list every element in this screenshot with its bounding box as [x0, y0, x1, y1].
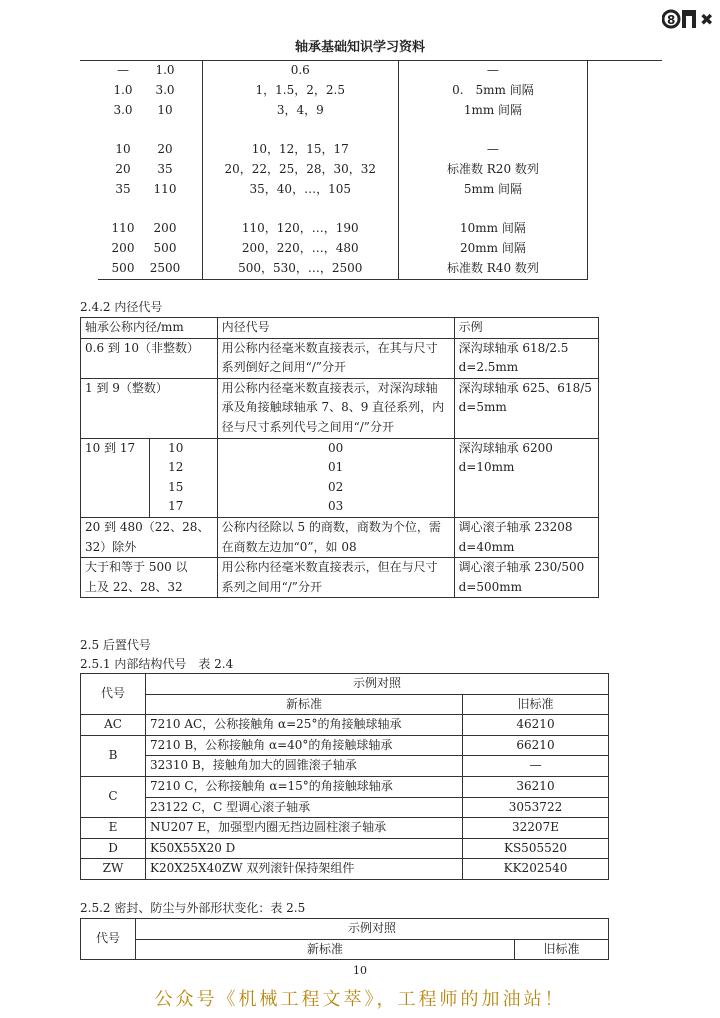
table-cell: ZW — [81, 859, 146, 880]
table-cell: 公称内径除以 5 的商数，商数为个位，需 在商数左边加“0”，如 08 — [217, 517, 454, 557]
table-row — [81, 776, 609, 797]
table-header-cell: 代号 — [81, 919, 136, 960]
table-cell: 10，12，15，17 — [202, 140, 398, 160]
table-cell: 500 2500 — [98, 259, 202, 279]
table-cell: 500，530，…，2500 — [202, 259, 398, 279]
table-cell: 5mm 间隔 — [398, 180, 587, 200]
table-header-cell: 内径代号 — [217, 318, 454, 339]
page-number: 10 — [353, 964, 367, 977]
size-series-table — [98, 61, 588, 280]
table-row — [98, 200, 588, 220]
table-cell: 标准数 R20 数列 — [398, 160, 587, 180]
seal-code-table — [80, 918, 609, 960]
table-header-cell: 新标准 — [136, 939, 515, 960]
table-header-cell: 旧标准 — [515, 939, 609, 960]
table-cell: 大于和等于 500 以 上及 22、28、32 — [81, 558, 218, 598]
table-row — [98, 61, 588, 81]
table-cell: AC — [81, 715, 146, 736]
table-cell — [398, 120, 587, 140]
table-row — [81, 517, 599, 557]
table-header-cell: 示例 — [454, 318, 598, 339]
table-row — [81, 756, 609, 777]
section-subheading-251: 2.5.1 内部结构代号 表 2.4 — [80, 657, 234, 671]
table-row — [81, 838, 609, 859]
table-cell: 35，40，…，105 — [202, 180, 398, 200]
table-cell: 0.6 到 10（非整数） — [81, 338, 218, 378]
table-cell: — — [463, 756, 609, 777]
table-cell — [202, 200, 398, 220]
section-heading-25: 2.5 后置代号 — [80, 638, 151, 652]
table-header-cell: 代号 — [81, 674, 146, 715]
table-header-cell: 示例对照 — [136, 919, 609, 940]
table-row — [98, 120, 588, 140]
gear-logo-icon — [662, 6, 716, 32]
table-cell: 20mm 间隔 — [398, 239, 587, 259]
table-row — [98, 259, 588, 279]
svg-text:8: 8 — [667, 13, 676, 27]
table-header-cell: 新标准 — [146, 694, 463, 715]
table-cell: 32207E — [463, 818, 609, 839]
table-row — [81, 859, 609, 880]
table-cell: 20，22，25，28，30，32 — [202, 160, 398, 180]
table-cell: 1.0 3.0 — [98, 81, 202, 101]
table-cell: 0. 5mm 间隔 — [398, 81, 587, 101]
table-header-row — [81, 318, 599, 339]
table-cell: 3053722 — [463, 797, 609, 818]
section-heading-252: 2.5.2 密封、防尘与外部形状变化：表 2.5 — [80, 901, 306, 915]
table-cell: 20 35 — [98, 160, 202, 180]
table-cell: 1mm 间隔 — [398, 101, 587, 121]
table-cell: 23122 C，C 型调心滚子轴承 — [146, 797, 463, 818]
table-cell: B — [81, 735, 146, 776]
section-heading-242: 2.4.2 内径代号 — [80, 300, 163, 314]
table-cell: 标准数 R40 数列 — [398, 259, 587, 279]
table-cell: 46210 — [463, 715, 609, 736]
table-cell: 200，220，…，480 — [202, 239, 398, 259]
table-cell: C — [81, 776, 146, 817]
table-cell: D — [81, 838, 146, 859]
table-cell — [98, 120, 202, 140]
internal-structure-code-table — [80, 673, 609, 880]
table-cell: 深沟球轴承 625、618/5 d=5mm — [454, 378, 598, 438]
table-cell — [202, 120, 398, 140]
table-cell: 7210 C，公称接触角 α=15°的角接触球轴承 — [146, 776, 463, 797]
table-cell: 用公称内径毫米数直接表示，在其与尺寸 系列倒好之间用“/”分开 — [217, 338, 454, 378]
table-cell: NU207 E，加强型内圈无挡边圆柱滚子轴承 — [146, 818, 463, 839]
table-cell: — — [398, 61, 587, 81]
table-cell: 用公称内径毫米数直接表示，对深沟球轴 承及角接触球轴承 7、8、9 直径系列，内 径与尺寸系列代号之间用“/”分开 — [217, 378, 454, 438]
table-cell: KK202540 — [463, 859, 609, 880]
page-header-title: 轴承基础知识学习资料 — [294, 40, 425, 55]
table-cell: 深沟球轴承 6200 d=10mm — [454, 438, 598, 517]
table-cell: K50X55X20 D — [146, 838, 463, 859]
table-cell: 0.6 — [202, 61, 398, 81]
table-row — [81, 715, 609, 736]
table-cell: 200 500 — [98, 239, 202, 259]
table-cell — [98, 200, 202, 220]
table-header-row — [81, 674, 609, 695]
table-header-row — [81, 919, 609, 940]
svg-text:✖: ✖ — [700, 10, 714, 29]
table-cell: 1 到 9（整数） — [81, 378, 218, 438]
table-cell: 3.0 10 — [98, 101, 202, 121]
table-cell: E — [81, 818, 146, 839]
table-header-cell: 示例对照 — [146, 674, 609, 695]
table-row — [81, 438, 599, 517]
table-cell: 7210 B，公称接触角 α=40°的角接触球轴承 — [146, 735, 463, 756]
table-row — [98, 160, 588, 180]
table-cell: K20X25X40ZW 双列滚针保持架组件 — [146, 859, 463, 880]
table-cell: 10 12 15 17 — [150, 438, 218, 517]
table-cell: 1，1.5，2，2.5 — [202, 81, 398, 101]
table-cell: 35 110 — [98, 180, 202, 200]
table-cell: 调心滚子轴承 23208 d=40mm — [454, 517, 598, 557]
table-row — [81, 378, 599, 438]
table-row — [98, 101, 588, 121]
table-cell: 20 到 480（22、28、 32）除外 — [81, 517, 218, 557]
table-row — [81, 797, 609, 818]
bore-code-table — [80, 317, 599, 598]
table-header-cell: 旧标准 — [463, 694, 609, 715]
table-row — [81, 735, 609, 756]
table-row — [81, 818, 609, 839]
table-cell: 36210 — [463, 776, 609, 797]
table-cell: 3，4，9 — [202, 101, 398, 121]
table-row — [81, 338, 599, 378]
table-cell: — 1.0 — [98, 61, 202, 81]
table-row — [98, 81, 588, 101]
table-header-cell: 轴承公称内径/mm — [81, 318, 218, 339]
table-cell: 用公称内径毫米数直接表示，但在与尺寸 系列之间用“/”分开 — [217, 558, 454, 598]
table-cell: 110，120，…，190 — [202, 219, 398, 239]
table-row — [98, 239, 588, 259]
table-header-row — [81, 694, 609, 715]
table-cell: 32310 B，接触角加大的圆锥滚子轴承 — [146, 756, 463, 777]
table-header-row — [81, 939, 609, 960]
footer-slogan: 公众号《机械工程文萃》，工程师的加油站！ — [154, 989, 566, 1010]
table-row — [98, 140, 588, 160]
table-cell: KS505520 — [463, 838, 609, 859]
table-row — [98, 180, 588, 200]
table-row — [81, 558, 599, 598]
table-cell: 10 到 17 — [81, 438, 150, 517]
table-cell: 10mm 间隔 — [398, 219, 587, 239]
table-cell: 110 200 — [98, 219, 202, 239]
table-cell: 10 20 — [98, 140, 202, 160]
table-cell: 调心滚子轴承 230/500 d=500mm — [454, 558, 598, 598]
table-cell: 00 01 02 03 — [217, 438, 454, 517]
table-cell: 深沟球轴承 618/2.5 d=2.5mm — [454, 338, 598, 378]
table-cell: 7210 AC，公称接触角 α=25°的角接触球轴承 — [146, 715, 463, 736]
table-row — [98, 219, 588, 239]
table-cell: — — [398, 140, 587, 160]
table-cell: 66210 — [463, 735, 609, 756]
table-cell — [398, 200, 587, 220]
